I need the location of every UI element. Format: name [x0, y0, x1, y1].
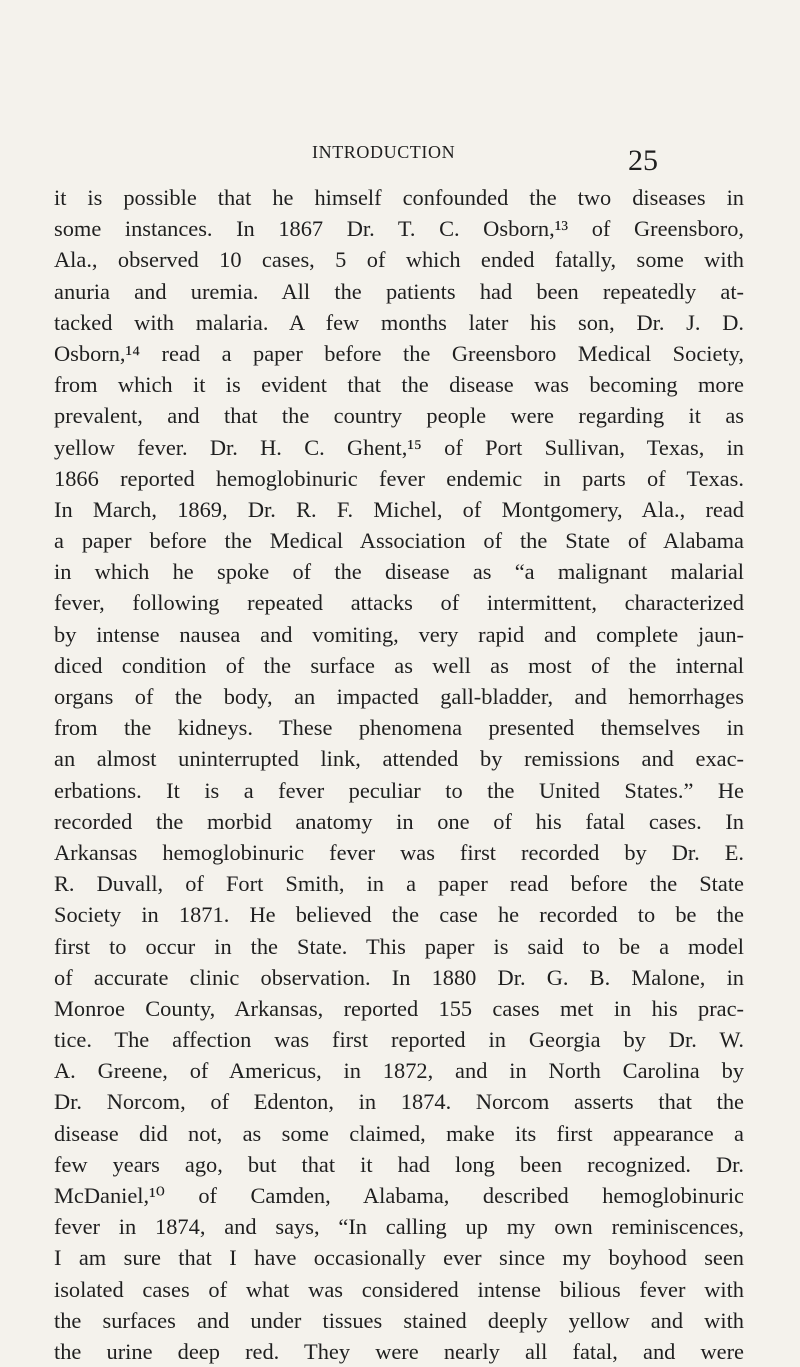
- text-line: I am sure that I have occasionally ever since my boyhood seen: [54, 1245, 744, 1271]
- text-line: the urine deep red. They were nearly all fatal, and were: [54, 1338, 744, 1364]
- text-line: Osborn,¹⁴ read a paper before the Greensboro Medical Society,: [54, 340, 744, 366]
- text-line: Arkansas hemoglobinuric fever was first recorded by Dr. E.: [54, 839, 744, 865]
- body-text: [54, 182, 744, 1367]
- text-line: A. Greene, of Americus, in 1872, and in North Carolina by: [54, 1058, 744, 1084]
- text-line: Ala., observed 10 cases, 5 of which ended fatally, some with: [54, 247, 744, 273]
- text-line: a paper before the Medical Association of the State of Alabama: [54, 528, 744, 554]
- text-line: anuria and uremia. All the patients had been repeatedly at-: [54, 278, 744, 304]
- text-line: by intense nausea and vomiting, very rapid and complete jaun-: [54, 621, 744, 647]
- text-line: diced condition of the surface as well as most of the internal: [54, 652, 744, 678]
- text-line: tice. The affection was first reported in Georgia by Dr. W.: [54, 1027, 744, 1053]
- text-line: isolated cases of what was considered intense bilious fever with: [54, 1276, 744, 1302]
- text-line: organs of the body, an impacted gall-bladder, and hemorrhages: [54, 684, 744, 709]
- text-line: erbations. It is a fever peculiar to the United States.” He: [54, 777, 744, 803]
- text-line: Monroe County, Arkansas, reported 155 cases met in his prac-: [54, 995, 744, 1021]
- text-line: fever in 1874, and says, “In calling up my own reminiscences,: [54, 1214, 744, 1240]
- text-line: disease did not, as some claimed, make its first appearance a: [54, 1120, 744, 1146]
- text-line: In March, 1869, Dr. R. F. Michel, of Montgomery, Ala., read: [54, 496, 744, 522]
- running-header: [0, 142, 800, 182]
- text-line: yellow fever. Dr. H. C. Ghent,¹⁵ of Port Sullivan, Texas, in: [54, 434, 744, 460]
- text-line: in which he spoke of the disease as “a malignant malarial: [54, 559, 744, 585]
- text-line: Society in 1871. He believed the case he recorded to be the: [54, 902, 744, 928]
- text-line: of accurate clinic observation. In 1880 Dr. G. B. Malone, in: [54, 964, 744, 990]
- text-line: Dr. Norcom, of Edenton, in 1874. Norcom asserts that the: [54, 1089, 744, 1115]
- text-line: from the kidneys. These phenomena presented themselves in: [54, 715, 744, 741]
- text-line: prevalent, and that the country people were regarding it as: [54, 403, 744, 429]
- text-line: tacked with malaria. A few months later his son, Dr. J. D.: [54, 309, 744, 335]
- text-line: some instances. In 1867 Dr. T. C. Osborn,¹³ of Greensboro,: [54, 216, 744, 242]
- text-line: fever, following repeated attacks of intermittent, characterized: [54, 590, 744, 616]
- page-number: 25: [628, 144, 658, 177]
- text-line: first to occur in the State. This paper is said to be a model: [54, 933, 744, 959]
- text-line: few years ago, but that it had long been recognized. Dr.: [54, 1151, 744, 1177]
- text-line: it is possible that he himself confounded the two diseases in: [54, 185, 744, 210]
- text-line: R. Duvall, of Fort Smith, in a paper read before the State: [54, 871, 744, 897]
- text-line: recorded the morbid anatomy in one of his fatal cases. In: [54, 808, 744, 834]
- text-line: 1866 reported hemoglobinuric fever endemic in parts of Texas.: [54, 465, 744, 491]
- text-line: an almost uninterrupted link, attended by remissions and exac-: [54, 746, 744, 772]
- header-title: INTRODUCTION: [312, 142, 456, 162]
- text-line: from which it is evident that the disease was becoming more: [54, 372, 744, 398]
- text-line: the surfaces and under tissues stained deeply yellow and with: [54, 1307, 744, 1333]
- text-line: McDaniel,¹⁰ of Camden, Alabama, described hemoglobinuric: [54, 1183, 744, 1208]
